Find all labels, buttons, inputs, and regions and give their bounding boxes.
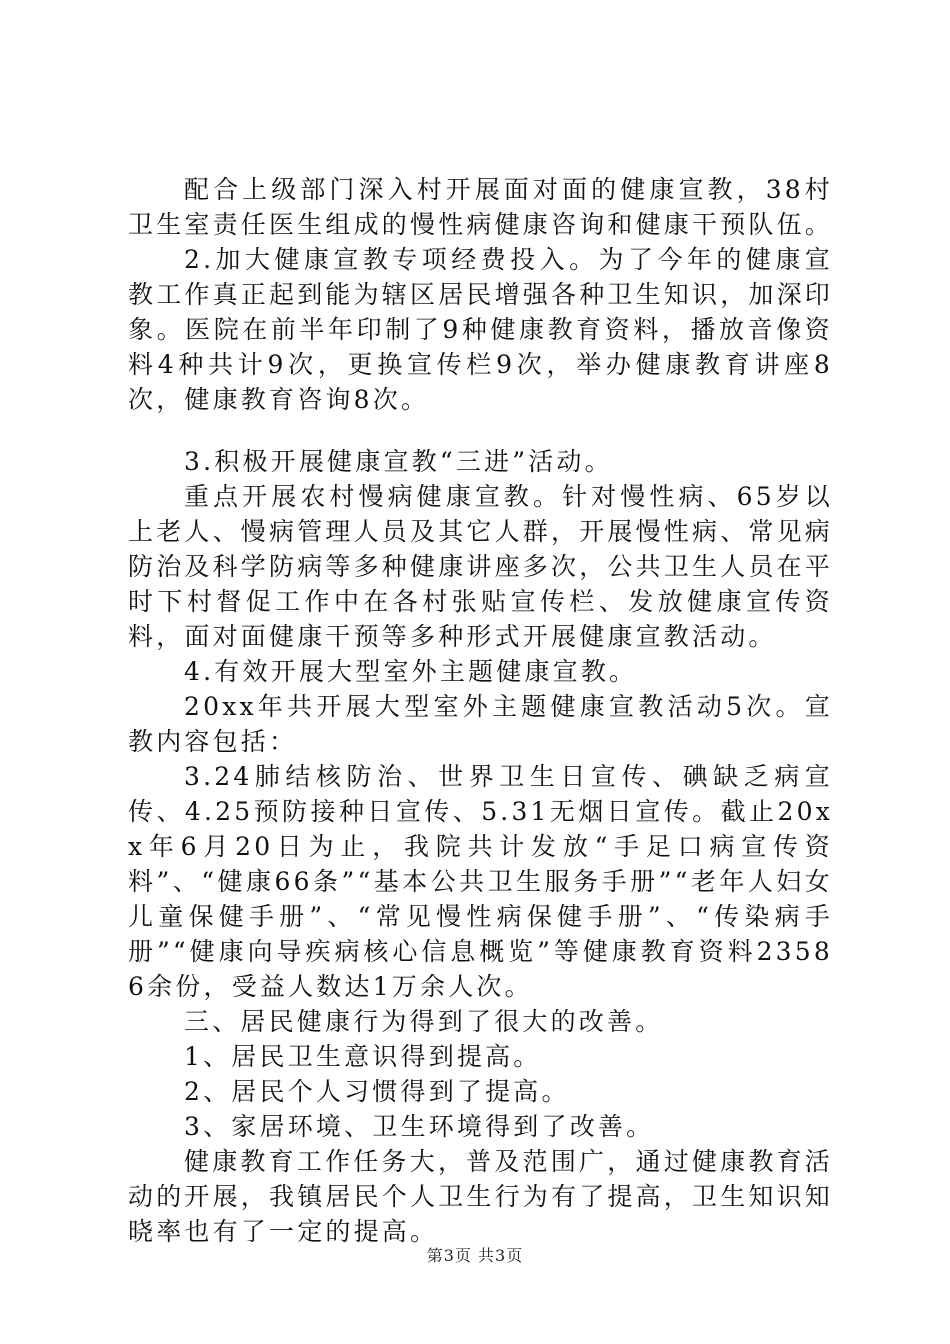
paragraph-2: 2.加大健康宣教专项经费投入。为了今年的健康宣教工作真正起到能为辖区居民增强各种卫生知识，加深印象。医院在前半年印制了9种健康教育资料，播放音像资料4种共计9次，更换宣传栏9次，举办健康教育讲座8次，健康教育咨询8次。 <box>128 245 834 414</box>
document-body <box>128 172 833 1249</box>
paragraph-12: 健康教育工作任务大，普及范围广，通过健康教育活动的开展，我镇居民个人卫生行为有了提高，卫生知识知晓率也有了一定的提高。 <box>128 1147 834 1246</box>
paragraph-10: 2、居民个人习惯得到了提高。 <box>184 1077 570 1106</box>
paragraph-6: 20xx年共开展大型室外主题健康宣教活动5次。宣教内容包括： <box>128 692 833 756</box>
page-footer: 第3页 共3页 <box>426 1246 524 1265</box>
paragraph-1: 配合上级部门深入村开展面对面的健康宣教，38村卫生室责任医生组成的慢性病健康咨询和健康干预队伍。 <box>128 175 834 239</box>
paragraph-7: 3.24肺结核防治、世界卫生日宣传、碘缺乏病宣传、4.25预防接种日宣传、5.31无烟日宣传。截止20xx年6月20日为止，我院共计发放“手足口病宣传资料”、“健康66条”“基本公共卫生服务手册”“老年人妇女儿童保健手册”、“常见慢性病保健手册”、“传染病手册”“健康向导疾病核心信息概览”等健康教育资料23586余份，受益人数达1万余人次。 <box>128 762 833 1001</box>
paragraph-8: 三、居民健康行为得到了很大的改善。 <box>184 1007 664 1036</box>
paragraph-3: 3.积极开展健康宣教“三进”活动。 <box>184 447 613 476</box>
paragraph-4: 重点开展农村慢病健康宣教。针对慢性病、65岁以上老人、慢病管理人员及其它人群，开展慢性病、常见病防治及科学防病等多种健康讲座多次，公共卫生人员在平时下村督促工作中在各村张贴宣传栏、发放健康宣传资料，面对面健康干预等多种形式开展健康宣教活动。 <box>128 482 834 651</box>
paragraph-11: 3、家居环境、卫生环境得到了改善。 <box>184 1112 655 1141</box>
paragraph-5: 4.有效开展大型室外主题健康宣教。 <box>184 657 638 686</box>
paragraph-9: 1、居民卫生意识得到提高。 <box>184 1042 542 1071</box>
